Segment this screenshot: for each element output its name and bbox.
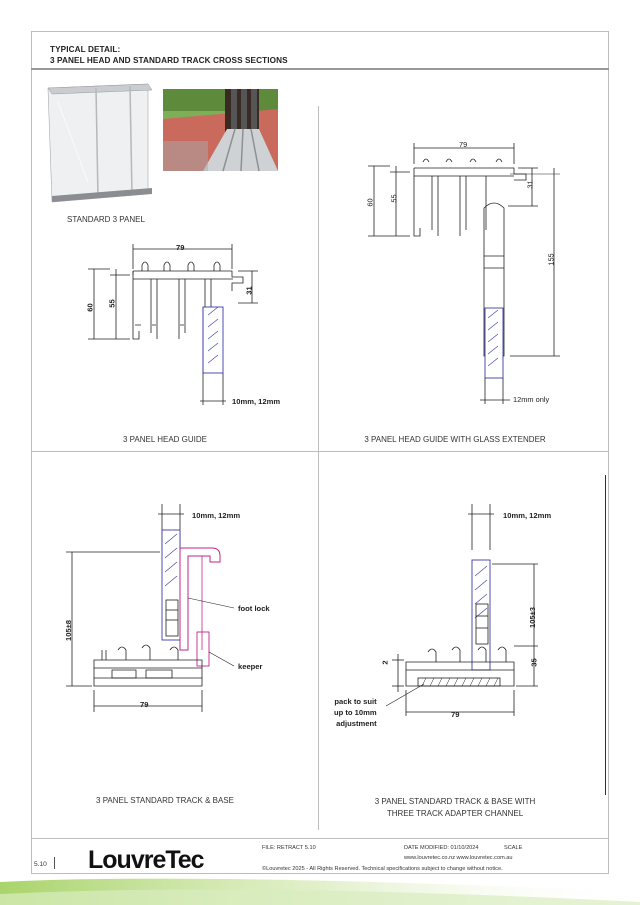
adapter-height-label: 105±3 [528, 606, 538, 629]
head-guide-depth-label: 31 [244, 286, 254, 295]
footer-date: DATE MODIFIED: 01/10/2024 [404, 845, 479, 851]
vertical-divider-bottom [318, 452, 319, 830]
louvretec-logo: LouvreTec [88, 846, 204, 874]
head-guide-height-outer-label: 60 [85, 303, 95, 312]
vertical-divider-top [318, 106, 319, 451]
footer-divider [31, 838, 609, 839]
caption-head-guide: 3 PANEL HEAD GUIDE [122, 435, 208, 444]
pack-note-line-1: pack to suit [334, 697, 377, 706]
title-line-1: TYPICAL DETAIL: [50, 45, 121, 54]
pack-note-line-3: adjustment [336, 719, 377, 728]
keeper-label: keeper [238, 662, 263, 671]
horizontal-divider [31, 451, 609, 452]
ext-height-inner-label: 55 [389, 194, 399, 203]
ext-height-outer-label: 60 [365, 198, 375, 207]
adapter-sub-label: 35 [529, 658, 539, 667]
page-number: 5.10 [34, 861, 47, 868]
track-adapter-drawing [388, 500, 568, 730]
standard-panel-render [48, 82, 158, 204]
head-guide-glass-label: 10mm, 12mm [232, 397, 281, 406]
pack-note [334, 696, 377, 729]
track-height-label: 105±8 [64, 619, 74, 642]
caption-track-adapter-line-1: 3 PANEL STANDARD TRACK & BASE WITH [374, 797, 536, 806]
head-guide-drawing [80, 235, 300, 415]
footer-file: FILE: RETRACT 5.10 [262, 845, 316, 851]
head-guide-height-inner-label: 55 [107, 299, 117, 308]
caption-track-adapter [330, 796, 580, 820]
title-line-2: 3 PANEL HEAD AND STANDARD TRACK CROSS SECTIONS [50, 56, 288, 65]
margin-rule [605, 475, 606, 795]
caption-track-adapter-line-2: THREE TRACK ADAPTER CHANNEL [386, 809, 524, 818]
track-glass-label: 10mm, 12mm [192, 511, 241, 520]
page-title [50, 44, 288, 66]
adapter-width-label: 79 [451, 710, 460, 719]
ext-width-label: 79 [459, 140, 468, 149]
ext-depth-label: 31 [525, 180, 535, 189]
pack-note-line-2: up to 10mm [334, 708, 377, 717]
ext-total-label: 155 [546, 253, 556, 266]
caption-standard-panel: STANDARD 3 PANEL [67, 215, 145, 224]
page-number-divider [54, 857, 55, 869]
caption-head-guide-ext: 3 PANEL HEAD GUIDE WITH GLASS EXTENDER [364, 435, 546, 444]
footer-swoosh [0, 872, 640, 905]
installed-track-photo [163, 89, 278, 171]
ext-glass-label: 12mm only [513, 395, 550, 404]
head-guide-width-label: 79 [176, 243, 185, 252]
foot-lock-label: foot lock [238, 604, 270, 613]
head-guide-extender-drawing [360, 138, 580, 408]
title-divider [31, 68, 609, 70]
footer-web: www.louvretec.co.nz www.louvretec.com.au [404, 855, 513, 861]
footer-scale: SCALE [504, 845, 523, 851]
track-width-label: 79 [140, 700, 149, 709]
adapter-gap-label: 2 [380, 660, 390, 665]
footer-copyright: ©Louvretec 2025 - All Rights Reserved. Technical specifications subject to change without notice. [262, 866, 503, 872]
caption-track-base: 3 PANEL STANDARD TRACK & BASE [96, 796, 234, 805]
adapter-glass-label: 10mm, 12mm [503, 511, 552, 520]
